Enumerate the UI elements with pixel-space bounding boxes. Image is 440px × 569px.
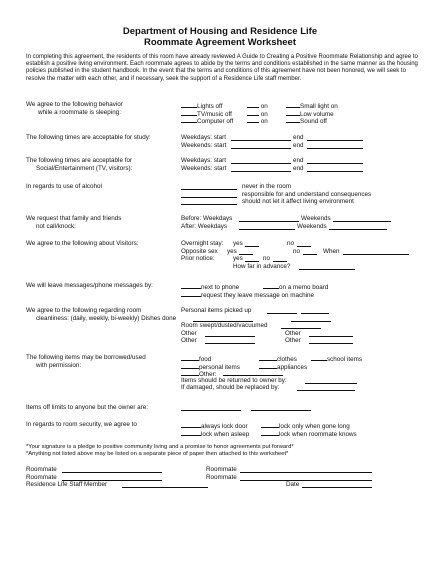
lock-gone-long-blank[interactable]	[261, 421, 279, 428]
social-weekends-end-field[interactable]	[307, 165, 363, 172]
request-machine-blank[interactable]	[181, 290, 201, 297]
computer-off-blank[interactable]	[181, 116, 197, 123]
alcohol-options: never in the room responsible for and understand consequences should not let it affect living environment	[181, 183, 426, 206]
next-to-phone-blank[interactable]	[181, 282, 201, 289]
clothes-blank[interactable]	[259, 354, 277, 361]
calls-after-weekdays-field[interactable]	[239, 223, 295, 230]
signature-block: Roommate Roommate Roommate Roommate Residence Life Staff Member Date	[26, 466, 426, 489]
study-weekdays-start-field[interactable]	[231, 134, 291, 141]
on-blank[interactable]	[247, 109, 259, 116]
social-times: Weekdays: start end Weekends: start end	[181, 157, 426, 172]
small-light-blank[interactable]	[286, 101, 300, 108]
page-subtitle: Roommate Agreement Worksheet	[143, 37, 297, 48]
opposite-yes-blank[interactable]	[239, 248, 253, 255]
other-field-1[interactable]	[205, 330, 255, 337]
security-options: always lock door lock only when gone long lock when asleep lock when roommate knows	[181, 421, 426, 436]
off-limits-field-2[interactable]	[251, 404, 311, 411]
cleanliness-options: Personal items picked up Room swept/dusted/vacuumed Other Other Other Other	[181, 307, 426, 345]
cleanliness-question: We agree to the following regarding room cleanliness: (daily, weekly, bi-weekly) Dishes done	[26, 307, 177, 322]
low-volume-blank[interactable]	[286, 109, 300, 116]
other-field-4[interactable]	[309, 337, 353, 344]
returned-by-field[interactable]	[305, 377, 357, 384]
personal-items-field-1[interactable]	[267, 307, 297, 314]
social-question: The following times are acceptable for Social/Entertainment (TV, visitors):	[26, 157, 133, 172]
sound-off-blank[interactable]	[286, 116, 300, 123]
school-items-blank[interactable]	[311, 354, 327, 361]
food-blank[interactable]	[181, 354, 199, 361]
opposite-no-blank[interactable]	[303, 248, 317, 255]
alcohol-never-blank[interactable]	[181, 183, 237, 190]
social-weekdays-end-field[interactable]	[307, 157, 363, 164]
other-blank[interactable]	[181, 369, 199, 376]
how-far-field[interactable]	[299, 263, 355, 270]
page-title: Department of Housing and Residence Life	[122, 26, 318, 37]
roommate-signature-4[interactable]	[240, 474, 372, 481]
social-weekdays-start-field[interactable]	[231, 157, 291, 164]
when-field[interactable]	[343, 248, 409, 255]
roommate-signature-1[interactable]	[62, 466, 162, 473]
behavior-question: We agree to the following behavior while a roommate is sleeping:	[26, 101, 123, 116]
behavior-options: Lights off on Small light on TV/music off on Low volume Computer off on Sound off	[181, 101, 426, 124]
swept-field[interactable]	[281, 322, 321, 329]
overnight-yes-blank[interactable]	[245, 240, 259, 247]
other-field-2[interactable]	[309, 330, 353, 337]
borrowed-options: food clothes school items personal items appliances Other: Items should be returned to owner by: If damaged, should be replaced by:	[181, 356, 362, 392]
alcohol-responsible-blank[interactable]	[181, 191, 237, 198]
personal-items-blank[interactable]	[181, 362, 199, 369]
roommate-signature-2[interactable]	[240, 466, 372, 473]
memo-board-blank[interactable]	[263, 282, 279, 289]
calls-before-weekdays-field[interactable]	[239, 215, 299, 222]
lock-asleep-blank[interactable]	[181, 429, 201, 436]
alcohol-not-affect-blank[interactable]	[181, 198, 237, 205]
study-times: Weekdays: start end Weekends: start end	[181, 134, 426, 149]
off-limits-question: Items off limits to anyone but the owner are:	[26, 404, 149, 411]
social-weekends-start-field[interactable]	[231, 165, 291, 172]
study-question: The following times are acceptable for study:	[26, 134, 151, 141]
lock-roommate-knows-blank[interactable]	[261, 429, 279, 436]
study-weekdays-end-field[interactable]	[307, 134, 363, 141]
lights-off-blank[interactable]	[181, 101, 197, 108]
always-lock-blank[interactable]	[181, 421, 201, 428]
pledge-note: *Your signature is a pledge to positive community living and a promise to honor agreements put forward*	[26, 444, 294, 450]
calls-after-weekends-field[interactable]	[329, 223, 387, 230]
study-weekends-start-field[interactable]	[231, 142, 291, 149]
appliances-blank[interactable]	[259, 362, 277, 369]
personal-items-field-2[interactable]	[301, 307, 329, 314]
attachment-note: *Anything not listed above may be listed on a separate piece of paper then attached to this worksheet*	[26, 451, 289, 457]
replaced-by-field[interactable]	[297, 384, 355, 391]
tv-off-blank[interactable]	[181, 109, 197, 116]
other-items-field[interactable]	[223, 369, 283, 376]
date-field[interactable]	[302, 481, 372, 488]
on-blank[interactable]	[247, 101, 259, 108]
intro-paragraph: In completing this agreement, the residents of this room have already reviewed A Guide to Creating a Positive Roommate Relationship and agree to establish a positive living environment. Each roommate agrees to abide by the terms and conditions established in the same manner as the housing policies published in the student handbook. In the event that the terms and conditions of this agreement have not been honored, we will seek to resolve the matter with each other, and if necessary, seek the support of a Residence Life staff member.	[26, 54, 418, 82]
alcohol-question: In regards to use of alcohol	[26, 183, 102, 190]
off-limits-field-1[interactable]	[181, 404, 241, 411]
study-weekends-end-field[interactable]	[307, 142, 363, 149]
on-blank[interactable]	[247, 116, 259, 123]
other-field-3[interactable]	[205, 337, 255, 344]
calls-before-weekends-field[interactable]	[333, 215, 391, 222]
staff-signature[interactable]	[122, 481, 208, 488]
messages-question: We will leave messages/phone messages by:	[26, 282, 153, 289]
dishes-field-1[interactable]	[193, 315, 253, 322]
visitors-options: Overnight stay: yes no Opposite sex yes no When Prior notice: yes no How far in advance?	[181, 240, 426, 270]
security-question: In regards to room security, we agree to	[26, 421, 137, 428]
roommate-signature-3[interactable]	[62, 474, 162, 481]
borrowed-question: The following items may be borrowed/used with permission:	[26, 354, 146, 369]
notice-yes-blank[interactable]	[245, 255, 259, 262]
off-limits-fields	[181, 404, 426, 412]
notice-no-blank[interactable]	[273, 255, 287, 262]
visitors-question: We agree to the following about Visitors:	[26, 240, 139, 247]
calls-times: Before: Weekdays Weekends After: Weekdays Weekends	[181, 215, 426, 230]
messages-options: next to phone on a memo board request they leave message on machine	[181, 282, 426, 297]
calls-question: We request that family and friends not call/knock:	[26, 215, 122, 230]
overnight-no-blank[interactable]	[297, 240, 311, 247]
dishes-field-2[interactable]	[291, 315, 331, 322]
